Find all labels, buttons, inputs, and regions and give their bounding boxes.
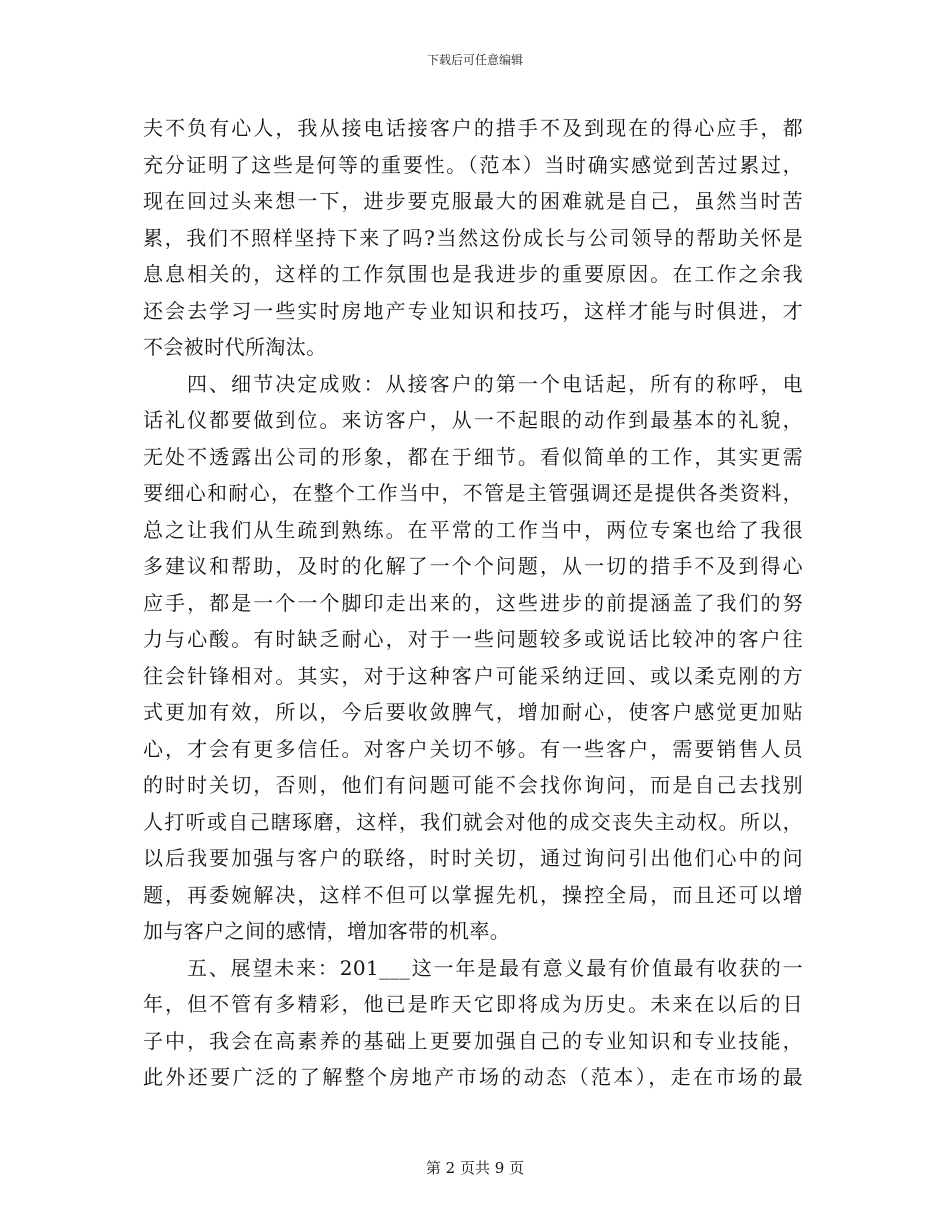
text-line: 不会被时代所淘汰。 <box>143 335 327 359</box>
text-line: 充分证明了这些是何等的重要性。（范本）当时确实感觉到苦过累过， <box>143 152 803 177</box>
text-line: 现在回过头来想一下，进步要克服最大的困难就是自己，虽然当时苦 <box>143 189 803 213</box>
text-line: 往会针锋相对。其实，对于这种客户可能采纳迂回、或以柔克刚的方 <box>143 663 803 688</box>
text-line: 还会去学习一些实时房地产专业知识和技巧，这样才能与时俱进，才 <box>143 298 803 323</box>
text-line: 以后我要加强与客户的联络，时时关切，通过询问引出他们心中的问 <box>143 846 803 870</box>
page-header: 下载后可任意编辑 <box>426 53 523 67</box>
text-line: 的时时关切，否则，他们有问题可能不会找你询问，而是自己去找别 <box>143 773 803 797</box>
text-line: 总之让我们从生疏到熟练。在平常的工作当中，两位专案也给了我很 <box>143 517 803 542</box>
text-line: 题，再委婉解决，这样不但可以掌握先机，操控全局，而且还可以增 <box>143 882 803 907</box>
text-line: 话礼仪都要做到位。来访客户，从一不起眼的动作到最基本的礼貌， <box>143 408 803 432</box>
text-line: 无处不透露出公司的形象，都在于细节。看似简单的工作，其实更需 <box>143 444 803 469</box>
text-line: 力与心酸。有时缺乏耐心，对于一些问题较多或说话比较冲的客户往 <box>143 627 803 651</box>
text-line: 式更加有效，所以，今后要收敛脾气，增加耐心，使客户感觉更加贴 <box>143 700 803 724</box>
text-line: 人打听或自己瞎琢磨，这样，我们就会对他的成交丧失主动权。所以， <box>143 809 803 834</box>
page-footer: 第 2 页共 9 页 <box>425 1159 525 1177</box>
text-line: 加与客户之间的感情，增加客带的机率。 <box>143 919 511 943</box>
text-line: 多建议和帮助，及时的化解了一个个问题，从一切的措手不及到得心 <box>143 554 803 578</box>
text-line: 此外还要广泛的了解整个房地产市场的动态（范本），走在市场的最 <box>143 1065 803 1089</box>
text-line: 子中，我会在高素养的基础上更要加强自己的专业知识和专业技能， <box>143 1028 803 1053</box>
text-line: 要细心和耐心，在整个工作当中，不管是主管强调还是提供各类资料， <box>143 481 803 505</box>
text-line: 息息相关的，这样的工作氛围也是我进步的重要原因。在工作之余我 <box>143 262 803 286</box>
section-heading-line: 四、细节决定成败：从接客户的第一个电话起，所有的称呼，电 <box>187 371 803 396</box>
text-line: 夫不负有心人，我从接电话接客户的措手不及到现在的得心应手，都 <box>143 116 803 140</box>
text-line: 心，才会有更多信任。对客户关切不够。有一些客户，需要销售人员 <box>143 736 803 761</box>
document-body <box>143 110 803 1096</box>
section-heading-line: 五、展望未来：201___这一年是最有意义最有价值最有收获的一 <box>187 955 803 980</box>
text-line: 累，我们不照样坚持下来了吗?当然这份成长与公司领导的帮助关怀是 <box>143 225 803 250</box>
text-line: 年，但不管有多精彩，他已是昨天它即将成为历史。未来在以后的日 <box>143 992 803 1016</box>
text-line: 应手，都是一个一个脚印走出来的，这些进步的前提涵盖了我们的努 <box>143 590 803 615</box>
